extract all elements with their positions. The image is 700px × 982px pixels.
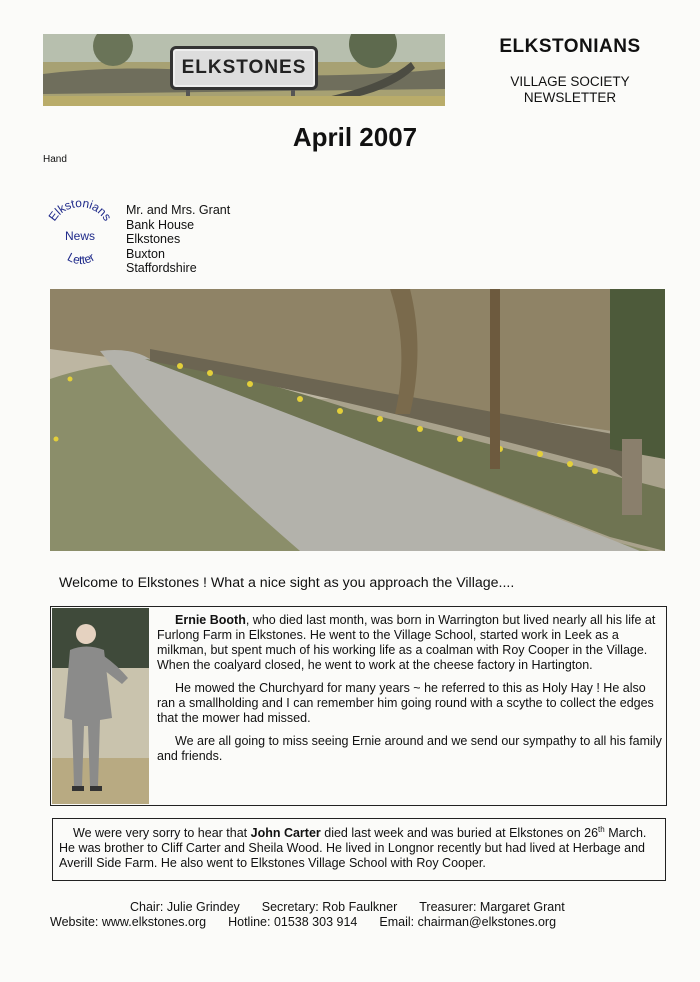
ernie-booth-article — [50, 606, 667, 806]
footer-contacts — [50, 915, 556, 929]
address-line: Buxton — [126, 246, 165, 261]
address-line: Bank House — [126, 217, 195, 232]
header-banner-photo — [43, 34, 445, 106]
ernie-name: Ernie Booth — [175, 613, 246, 627]
village-sign: ELKSTONES — [170, 46, 318, 90]
footer-officers — [130, 900, 565, 914]
ernie-paragraph-3: We are all going to miss seeing Ernie around and we send our sympathy to all his family and friends. — [157, 734, 662, 763]
issue-date: April 2007 — [292, 122, 418, 152]
ernie-paragraph-2: He mowed the Churchyard for many years ~ he referred to this as Holy Hay ! He also ran a smallholding and I can remember him going round with a scythe to collect the edges that the mower had missed. — [157, 681, 654, 725]
treasurer: Treasurer: Margaret Grant — [419, 900, 565, 914]
recipient-address — [126, 203, 230, 276]
hand-delivery-note: Hand — [43, 154, 67, 165]
ernie-paragraph-1-text: , who died last month, was born in Warrington but lived nearly all his life at Furlong Farm in Elkstones. He went to the Village School, started work in Leek as a milkman, but spent much of his working life as a coalman with Roy Cooper in the Village. When the coalyard closed, he went to work at the cheese factory in Hartington. — [157, 613, 656, 672]
hotline: Hotline: 01538 303 914 — [228, 915, 358, 929]
society-subtitle — [470, 74, 670, 106]
email: Email: chairman@elkstones.org — [379, 915, 557, 929]
welcome-caption: Welcome to Elkstones ! What a nice sight as you approach the Village.... — [59, 575, 515, 591]
logo-word-top: Elkstonians — [45, 198, 115, 224]
ernie-booth-photo — [52, 608, 149, 804]
village-lane-photo — [50, 289, 665, 551]
society-name: ELKSTONIANS — [499, 36, 641, 57]
logo-word-middle: News — [64, 229, 96, 243]
john-carter-notice — [52, 818, 666, 881]
address-line: Mr. and Mrs. Grant — [126, 203, 231, 217]
carter-notice-text: We were very sorry to hear that John Carter died last week and was buried at Elkstones on 26th March. He was brother to Cliff Carter and Sheila Wood. He lived in Longnor recently but had lived at Herbage and Averill Side Farm. He also went to Elkstones Village School with Roy Cooper. — [59, 824, 647, 870]
logo-word-bottom: Letter — [65, 249, 98, 268]
chair: Chair: Julie Grindey — [130, 900, 240, 914]
secretary: Secretary: Rob Faulkner — [261, 900, 398, 914]
subtitle-line-1: VILLAGE SOCIETY — [510, 74, 630, 89]
ernie-paragraph-1 — [157, 613, 663, 673]
website: Website: www.elkstones.org — [50, 915, 207, 929]
newsletter-logo — [43, 198, 118, 273]
subtitle-line-2: NEWSLETTER — [523, 90, 617, 105]
ernie-article-text — [157, 613, 663, 764]
carter-name: John Carter — [250, 826, 321, 840]
address-line: Staffordshire — [126, 261, 197, 275]
address-line: Elkstones — [126, 232, 181, 246]
